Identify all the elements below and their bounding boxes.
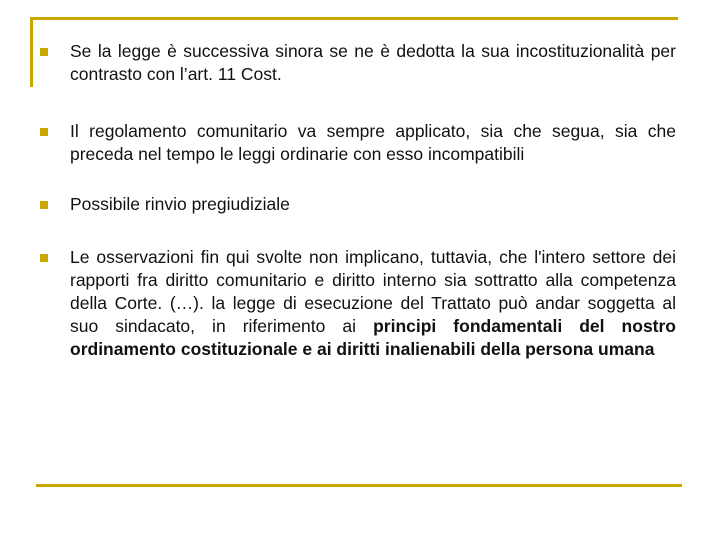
- bullet-text: Se la legge è successiva sinora se ne è dedotta la sua incostituzionalità per contrasto con l’art. 11 Cost.: [70, 41, 676, 84]
- bullet-item: [70, 193, 676, 216]
- square-bullet-icon: [40, 128, 48, 136]
- bullet-bold-text: principi fondamentali del nostro ordinamento costituzionale e ai diritti inalienabili della persona umana: [70, 316, 676, 359]
- bullet-text: Il regolamento comunitario va sempre applicato, sia che segua, sia che preceda nel tempo le leggi ordinarie con esso incompatibili: [70, 121, 676, 164]
- bullet-item: [70, 40, 676, 86]
- square-bullet-icon: [40, 48, 48, 56]
- bullet-text: Possibile rinvio pregiudiziale: [70, 194, 290, 214]
- bullet-text: Le osservazioni fin qui svolte non implicano, tuttavia, che l'intero settore dei rapporti fra diritto comunitario e diritto interno sia sottratto alla competenza della Corte. (…). la legge di esecuzione del Trattato può andar soggetta al suo sindacato, in riferimento ai: [70, 247, 676, 336]
- bottom-border-line: [36, 484, 682, 487]
- bullet-item: [70, 246, 676, 361]
- square-bullet-icon: [40, 201, 48, 209]
- square-bullet-icon: [40, 254, 48, 262]
- bullet-item: [70, 120, 676, 166]
